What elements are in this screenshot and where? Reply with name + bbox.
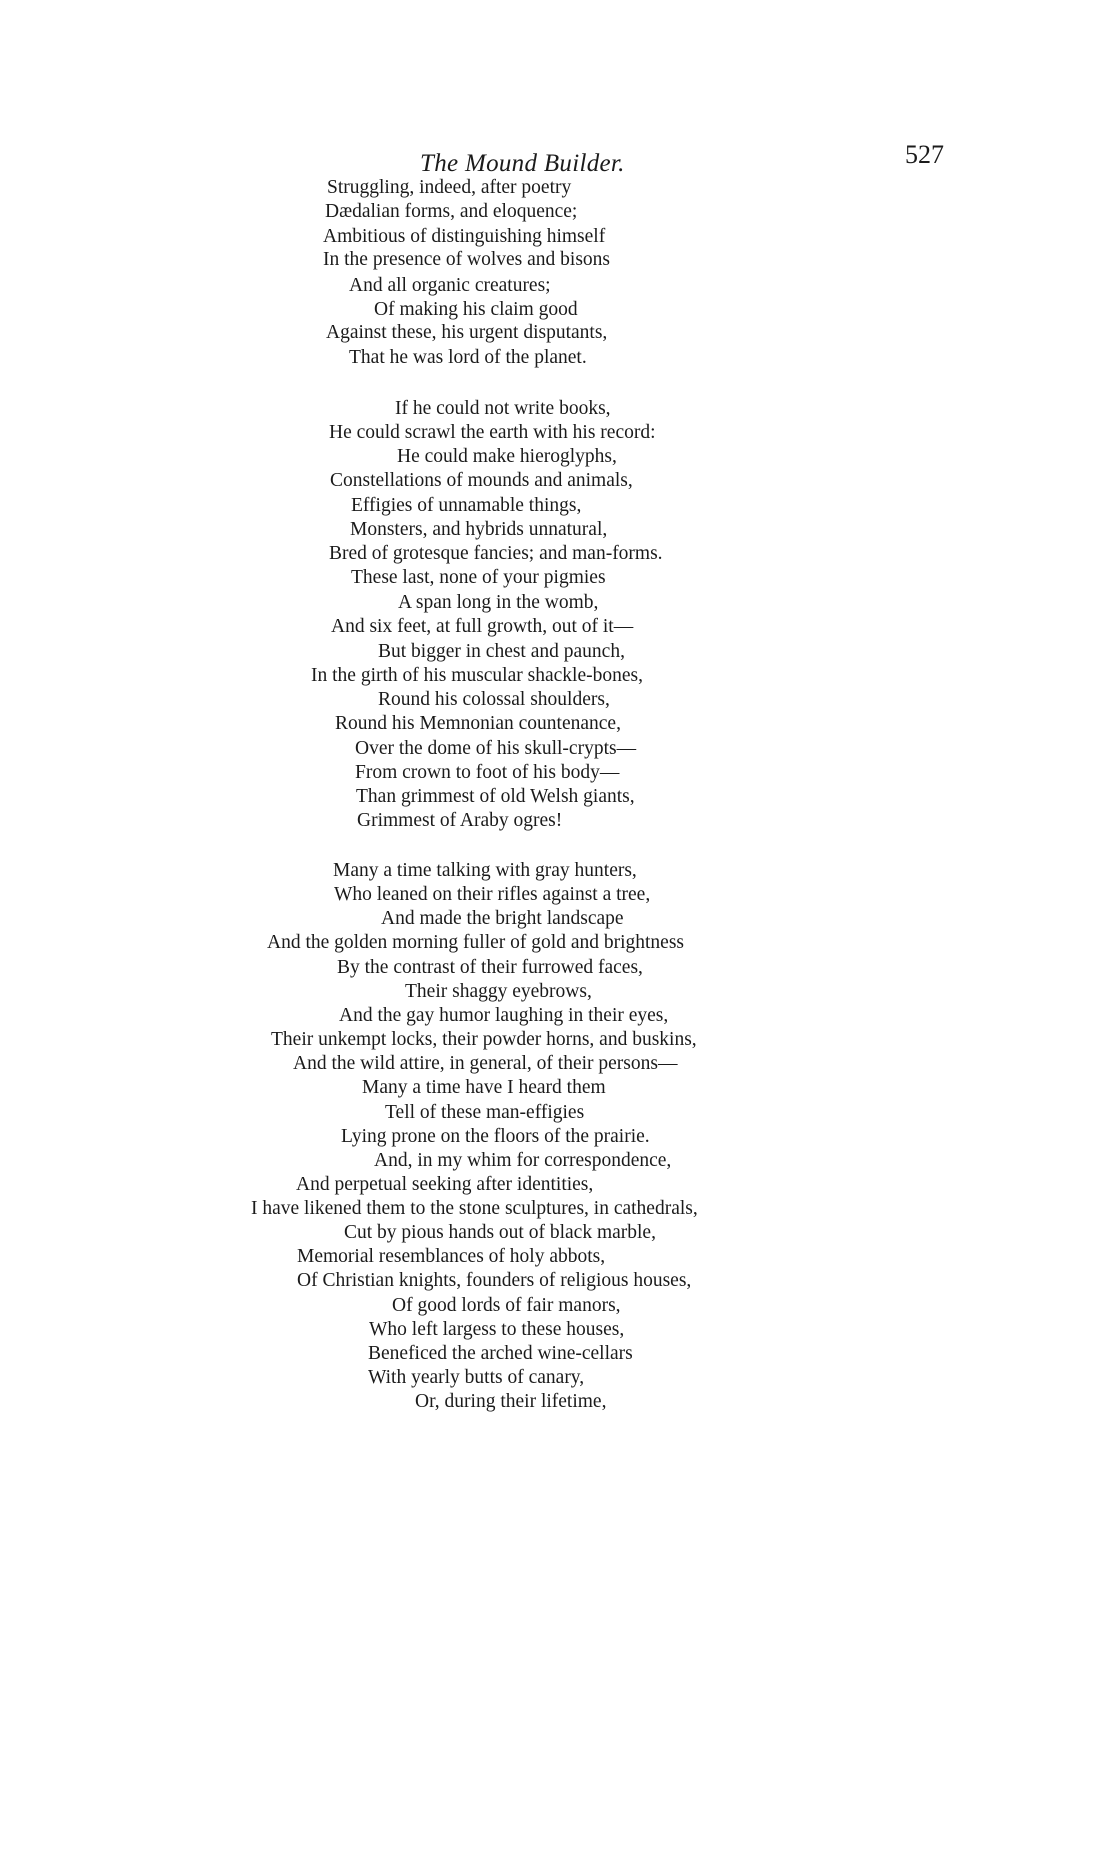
poem-line: In the presence of wolves and bisons — [323, 249, 611, 270]
poem-line: Tell of these man-effigies — [385, 1102, 585, 1123]
poem-line: And six feet, at full growth, out of it— — [331, 616, 634, 637]
poem-line: Struggling, indeed, after poetry — [327, 177, 572, 198]
poem-line: Cut by pious hands out of black marble, — [344, 1222, 656, 1243]
poem-line: And the golden morning fuller of gold and brightness — [267, 932, 685, 953]
poem-line: And the gay humor laughing in their eyes, — [339, 1005, 669, 1026]
poem-line: Their unkempt locks, their powder horns, and buskins, — [271, 1029, 697, 1050]
poem-line: Their shaggy eyebrows, — [405, 981, 592, 1002]
poem-line: Over the dome of his skull-crypts— — [355, 738, 637, 759]
poem-line: And, in my whim for correspondence, — [374, 1150, 672, 1171]
poem-line: And perpetual seeking after identities, — [296, 1174, 594, 1195]
poem-line: With yearly butts of canary, — [368, 1367, 585, 1388]
poem-line: Of making his claim good — [374, 299, 578, 320]
poem-line: Against these, his urgent disputants, — [326, 322, 608, 343]
poem-line: He could make hieroglyphs, — [397, 446, 617, 467]
poem-line: A span long in the womb, — [398, 592, 599, 613]
poem-line: Of Christian knights, founders of religious houses, — [297, 1270, 692, 1291]
poem-line: Effigies of unnamable things, — [351, 495, 582, 516]
poem-line: Ambitious of distinguishing himself — [323, 226, 606, 247]
poem-line: Or, during their lifetime, — [415, 1391, 607, 1412]
poem-line: These last, none of your pigmies — [351, 567, 606, 588]
poem-line: Bred of grotesque fancies; and man-forms. — [329, 543, 663, 564]
running-title: The Mound Builder. — [420, 150, 625, 177]
poem-line: I have likened them to the stone sculptures, in cathedrals, — [251, 1198, 698, 1219]
poem-line: Round his colossal shoulders, — [378, 689, 610, 710]
poem-line: Who leaned on their rifles against a tree, — [334, 884, 651, 905]
poem-line: And the wild attire, in general, of their persons— — [293, 1053, 678, 1074]
poem-line: Than grimmest of old Welsh giants, — [356, 786, 635, 807]
poem-line: Of good lords of fair manors, — [392, 1295, 621, 1316]
poem-line: Dædalian forms, and eloquence; — [325, 201, 578, 222]
poem-line: But bigger in chest and paunch, — [378, 641, 625, 662]
poem-line: And made the bright landscape — [381, 908, 624, 929]
poem-line: Lying prone on the floors of the prairie. — [341, 1126, 650, 1147]
poem-line: If he could not write books, — [395, 398, 611, 419]
poem-line: From crown to foot of his body— — [355, 762, 620, 783]
poem-line: Round his Memnonian countenance, — [335, 713, 621, 734]
poem-line: By the contrast of their furrowed faces, — [337, 957, 643, 978]
page-number: 527 — [905, 140, 944, 169]
poem-line: Many a time have I heard them — [362, 1077, 606, 1098]
poem-line: Memorial resemblances of holy abbots, — [297, 1246, 606, 1267]
poem-line: Who left largess to these houses, — [369, 1319, 625, 1340]
poem-line: In the girth of his muscular shackle-bones, — [311, 665, 643, 686]
poem-line: Many a time talking with gray hunters, — [333, 860, 637, 881]
poem-line: Grimmest of Araby ogres! — [357, 810, 563, 831]
poem-line: Beneficed the arched wine-cellars — [368, 1343, 633, 1364]
poem-line: He could scrawl the earth with his record: — [329, 422, 656, 443]
poem-line: Monsters, and hybrids unnatural, — [350, 519, 608, 540]
poem-line: Constellations of mounds and animals, — [330, 470, 633, 491]
poem-line: And all organic creatures; — [349, 275, 551, 296]
poem-line: That he was lord of the planet. — [349, 347, 587, 368]
